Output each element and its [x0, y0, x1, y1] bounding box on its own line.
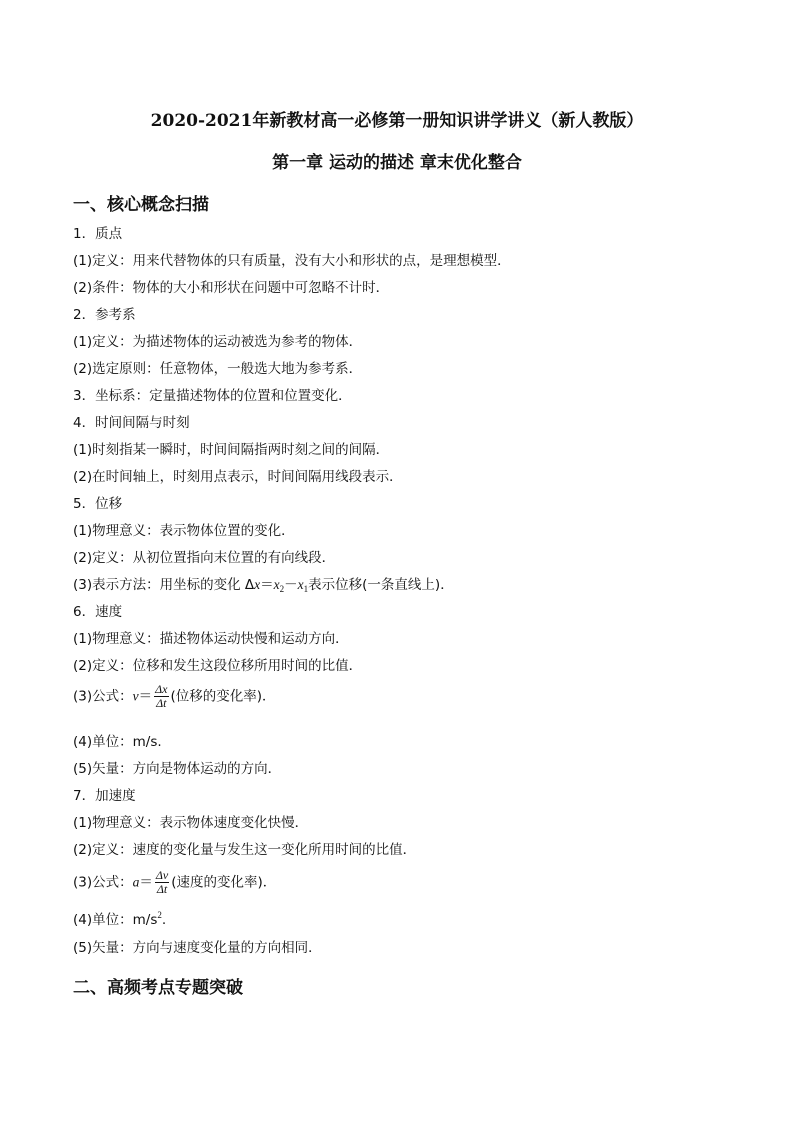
formula-suffix: (速度的变化率)．: [171, 874, 277, 891]
list-item: (2)定义：从初位置指向末位置的有向线段．: [73, 550, 336, 566]
list-item: (2)条件：物体的大小和形状在问题中可忽略不计时．: [73, 280, 390, 296]
fraction-denominator: Δt: [156, 696, 167, 710]
fraction-numerator: Δx: [155, 682, 168, 696]
list-item: 1．质点: [73, 226, 123, 242]
math-subscript: 1: [303, 584, 309, 594]
acceleration-formula-line: [73, 869, 276, 896]
math-var: x: [254, 577, 261, 592]
formula-prefix: (3)公式：: [73, 688, 133, 705]
list-item: (1)时刻指某一瞬时，时间间隔指两时刻之间的间隔．: [73, 442, 390, 458]
formula-suffix: (位移的变化率)．: [170, 688, 276, 705]
list-item: (2)选定原则：任意物体，一般选大地为参考系．: [73, 361, 363, 377]
list-item: (1)定义：用来代替物体的只有质量，没有大小和形状的点，是理想模型．: [73, 253, 511, 269]
list-item: (2)定义：位移和发生这段位移所用时间的比值．: [73, 658, 363, 674]
acceleration-unit-line: [73, 908, 166, 928]
list-item: (2)定义：速度的变化量与发生这一变化所用时间的比值．: [73, 842, 417, 858]
formula-prefix: (3)公式：: [73, 874, 133, 891]
math-var: x: [297, 577, 304, 592]
section-heading-core-concepts: 一、核心概念扫描: [73, 195, 209, 215]
list-item: (1)物理意义：表示物体位置的变化．: [73, 523, 295, 539]
fraction-denominator: Δt: [156, 882, 168, 896]
list-item: (1)定义：为描述物体的运动被选为参考的物体．: [73, 334, 363, 350]
list-item: 3．坐标系：定量描述物体的位置和位置变化．: [73, 388, 352, 404]
math-subscript: 2: [279, 584, 285, 594]
math-op: ＝: [260, 577, 274, 593]
list-item: (5)矢量：方向是物体运动的方向．: [73, 761, 282, 777]
math-var: v: [132, 688, 139, 704]
formula-suffix: 表示位移(一条直线上)．: [308, 577, 454, 593]
unit-prefix: (4)单位：m/s: [73, 912, 158, 928]
math-var: a: [132, 874, 140, 890]
math-var: x: [273, 577, 280, 592]
section-heading-key-topics: 二、高频考点专题突破: [73, 978, 243, 998]
formula-prefix: (3)表示方法：用坐标的变化 Δ: [73, 577, 255, 593]
unit-suffix: .: [161, 912, 167, 928]
list-item: 2．参考系: [73, 307, 136, 323]
displacement-formula-line: [73, 573, 454, 594]
list-item: (4)单位：m/s.: [73, 734, 162, 750]
list-item: (1)物理意义：描述物体运动快慢和运动方向．: [73, 631, 349, 647]
list-item: (2)在时间轴上，时刻用点表示，时间间隔用线段表示．: [73, 469, 403, 485]
chapter-title: 第一章 运动的描述 章末优化整合: [272, 153, 522, 173]
math-op: ＝: [139, 874, 153, 891]
fraction-numerator: Δv: [155, 868, 169, 882]
list-item: (5)矢量：方向与速度变化量的方向相同．: [73, 940, 322, 956]
velocity-formula-line: [73, 683, 276, 710]
fraction: [155, 869, 169, 896]
unit-exponent: 2: [157, 910, 162, 920]
math-op: ＝: [138, 688, 153, 705]
list-item: 5．位移: [73, 496, 123, 512]
list-item: 4．时间间隔与时刻: [73, 415, 190, 431]
list-item: 7．加速度: [73, 788, 136, 804]
document-title: 2020-2021年新教材高一必修第一册知识讲学讲义（新人教版）: [150, 111, 644, 131]
list-item: 6．速度: [73, 604, 123, 620]
math-op: －: [284, 577, 298, 593]
fraction: [154, 683, 168, 710]
list-item: (1)物理意义：表示物体速度变化快慢．: [73, 815, 309, 831]
